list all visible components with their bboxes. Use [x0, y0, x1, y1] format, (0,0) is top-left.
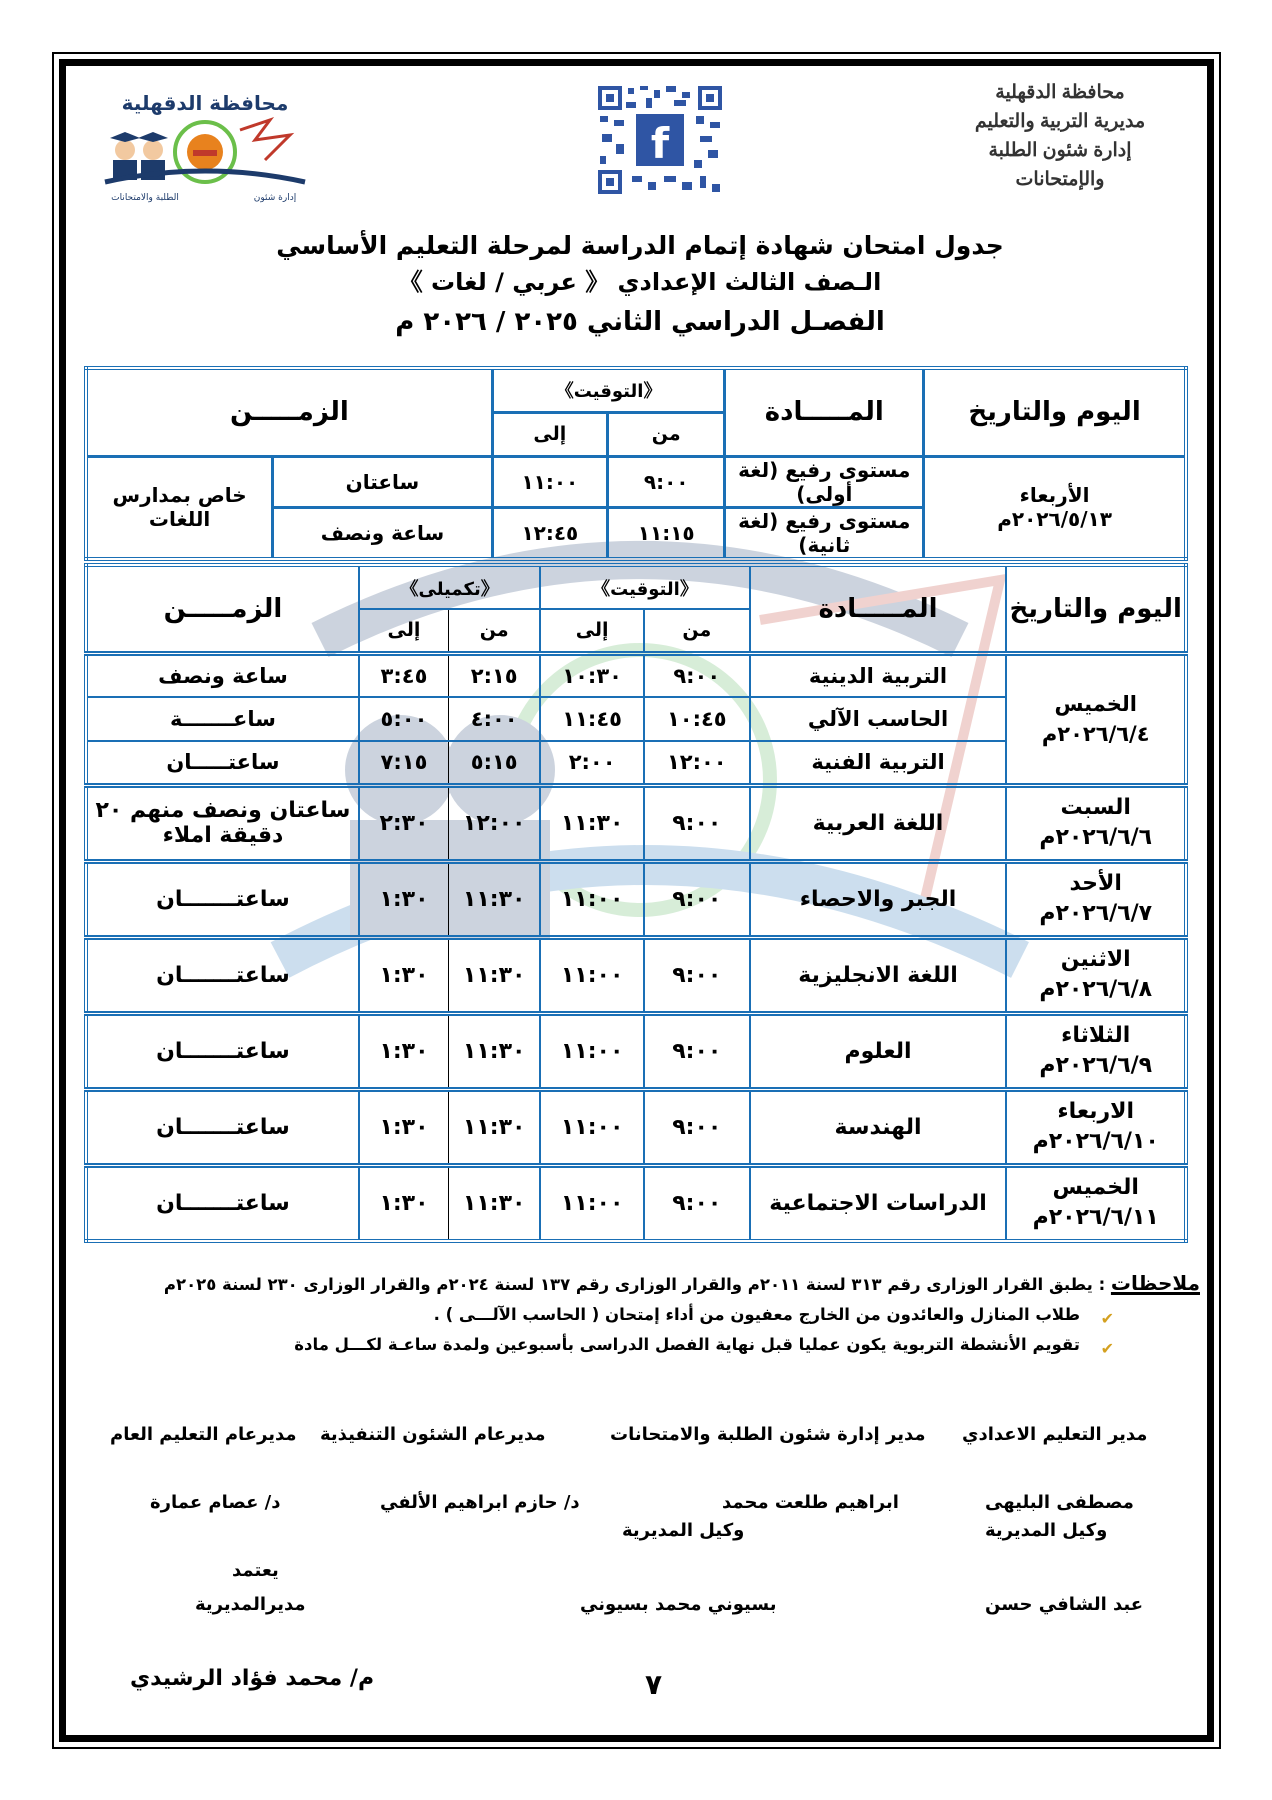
- day-date-cell: [1006, 1165, 1186, 1241]
- supplementary-to-time: ١:٣٠: [359, 1165, 449, 1241]
- to-time: ١١:٠٠: [540, 937, 644, 1013]
- to-time: ١١:٠٠: [540, 1165, 644, 1241]
- supplementary-from-time: ٤:٠٠: [449, 697, 541, 741]
- to-time: ١٠:٣٠: [540, 653, 644, 697]
- duration-cell: ساعـــــــة: [86, 697, 359, 741]
- day-name: الأربعاء: [1019, 483, 1090, 507]
- supplementary-to-time: ٧:١٥: [359, 741, 449, 785]
- day-name: السبت: [1060, 795, 1131, 820]
- duration-cell: ساعتان: [273, 456, 493, 507]
- day-date-cell: [924, 456, 1186, 559]
- to-time: ١١:٠٠: [540, 861, 644, 937]
- subject-cell: مستوى رفيع (لغة ثانية): [725, 507, 924, 559]
- header-day-date: اليوم والتاريخ: [924, 368, 1186, 456]
- note-item: [120, 1300, 1120, 1330]
- supplementary-from-time: ٢:١٥: [449, 653, 541, 697]
- preparer-name: م/ محمد فؤاد الرشيدي: [130, 1666, 375, 1691]
- note-text: تقويم الأنشطة التربوية يكون عمليا قبل نهاية الفصل الدراسى بأسبوعين ولمدة ساعـة لكـــل مادة: [294, 1335, 1080, 1354]
- directorate-logo: [95, 80, 315, 210]
- day-date-cell: [1006, 1013, 1186, 1089]
- note-item: [120, 1330, 1120, 1360]
- header-line-governorate: محافظة الدقهلية: [995, 82, 1125, 103]
- sig-name-1: مصطفى البليهى: [985, 1492, 1134, 1513]
- supplementary-from-time: ١١:٣٠: [449, 937, 541, 1013]
- from-time: ٩:٠٠: [644, 1089, 750, 1165]
- subject-cell: اللغة الانجليزية: [750, 937, 1007, 1013]
- main-exam-schedule-table: [84, 563, 1188, 1243]
- day-date-cell: [1006, 937, 1186, 1013]
- supplementary-to-time: ١:٣٠: [359, 1089, 449, 1165]
- sig-name-2: ابراهيم طلعت محمد: [722, 1492, 899, 1513]
- supplementary-to-time: ٥:٠٠: [359, 697, 449, 741]
- header-timing: 《التوقيت》: [540, 565, 749, 609]
- header-from: من: [644, 609, 750, 653]
- sig-deputy-2: وكيل المديرية: [622, 1520, 745, 1541]
- duration-cell: ساعتـــــــان: [86, 1089, 359, 1165]
- exam-date: ٢٠٢٦/٦/١١م: [1032, 1205, 1159, 1231]
- notes-decrees-text: : يطبق القرار الوزارى رقم ٣١٣ لسنة ٢٠١١م والقرار الوزارى رقم ١٣٧ لسنة ٢٠٢٤م والقرار الوزارى ٢٣٠ لسنة ٢٠٢٥م: [163, 1275, 1111, 1294]
- supplementary-to-time: ٣:٤٥: [359, 653, 449, 697]
- day-name: الاثنين: [1060, 947, 1131, 972]
- day-date-cell: [1006, 785, 1186, 861]
- from-time: ١٢:٠٠: [644, 741, 750, 785]
- exam-date: ٢٠٢٦/٦/٦م: [1039, 825, 1153, 850]
- exam-date: ٢٠٢٦/٦/٧م: [1039, 901, 1153, 926]
- table-row: [86, 653, 1186, 697]
- table-row: [86, 785, 1186, 861]
- exam-date: ٢٠٢٦/٥/١٣م: [997, 507, 1112, 531]
- from-time: ٩:٠٠: [644, 861, 750, 937]
- sig-title-general-education: مديرعام التعليم العام: [110, 1424, 297, 1445]
- sig-name-3: د/ حازم ابراهيم الألفي: [380, 1492, 580, 1513]
- supplementary-to-time: ١:٣٠: [359, 861, 449, 937]
- notes-section: [120, 1268, 1200, 1360]
- subject-cell: الدراسات الاجتماعية: [750, 1165, 1007, 1241]
- header-day-date: اليوم والتاريخ: [1006, 565, 1186, 653]
- title-line-3: الفصـل الدراسي الثاني ٢٠٢٥ / ٢٠٢٦ م: [395, 307, 885, 337]
- subject-cell: الجبر والاحصاء: [750, 861, 1007, 937]
- duration-cell: ساعة ونصف: [273, 507, 493, 559]
- sig-name-mid: بسيوني محمد بسيوني: [580, 1594, 777, 1615]
- document-title: [200, 228, 1080, 342]
- day-name: الخميس: [1054, 692, 1137, 716]
- to-time: ١١:٠٠: [540, 1013, 644, 1089]
- supplementary-to-time: ١:٣٠: [359, 937, 449, 1013]
- duration-cell: ساعتـــــــان: [86, 861, 359, 937]
- table-row: [86, 456, 1186, 507]
- exam-date: ٢٠٢٦/٦/١٠م: [1032, 1129, 1159, 1154]
- from-time: ٩:٠٠: [607, 456, 724, 507]
- supplementary-from-time: ١١:٣٠: [449, 1165, 541, 1241]
- from-time: ٩:٠٠: [644, 1165, 750, 1241]
- supplementary-from-time: ١١:٣٠: [449, 861, 541, 937]
- sig-name-left: عبد الشافي حسن: [985, 1594, 1144, 1615]
- from-time: ١١:١٥: [607, 507, 724, 559]
- duration-cell: ساعتـــــــان: [86, 1165, 359, 1241]
- header-duration: الزمـــــن: [86, 368, 492, 456]
- header-duration: الزمـــــن: [86, 565, 359, 653]
- day-date-cell: [1006, 861, 1186, 937]
- sig-title-executive-affairs: مديرعام الشئون التنفيذية: [320, 1424, 546, 1445]
- sig-name-4: د/ عصام عمارة: [150, 1492, 281, 1513]
- duration-cell: ساعتـــــــان: [86, 937, 359, 1013]
- subject-cell: الحاسب الآلي: [750, 697, 1007, 741]
- day-name: الخميس: [1052, 1175, 1139, 1201]
- day-name: الاربعاء: [1057, 1099, 1135, 1124]
- supplementary-from-time: ٥:١٥: [449, 741, 541, 785]
- duration-cell: ساعتـــــان: [86, 741, 359, 785]
- header-supplementary: 《تكميلى》: [359, 565, 540, 609]
- sig-deputy-1: وكيل المديرية: [985, 1520, 1108, 1541]
- sig-title-students-affairs: مدير إدارة شئون الطلبة والامتحانات: [610, 1424, 926, 1445]
- svg-text:محافظة الدقهلية: محافظة الدقهلية: [121, 91, 289, 115]
- supplementary-from-time: ١١:٣٠: [449, 1013, 541, 1089]
- day-date-cell: [1006, 1089, 1186, 1165]
- table-row: [86, 861, 1186, 937]
- to-time: ١١:٤٥: [540, 697, 644, 741]
- supplementary-from-time: ١٢:٠٠: [449, 785, 541, 861]
- to-time: ١١:٣٠: [540, 785, 644, 861]
- header-sup-from: من: [449, 609, 541, 653]
- subject-cell: اللغة العربية: [750, 785, 1007, 861]
- to-time: ١١:٠٠: [492, 456, 607, 507]
- subject-cell: التربية الدينية: [750, 653, 1007, 697]
- checkmark-icon: ✔: [1100, 1339, 1114, 1358]
- header-subject: المـــــادة: [750, 565, 1007, 653]
- from-time: ٩:٠٠: [644, 937, 750, 1013]
- notes-line-decrees: [120, 1268, 1200, 1300]
- language-schools-exam-table: [84, 366, 1188, 561]
- table-row: [86, 937, 1186, 1013]
- duration-cell: ساعتـــــــان: [86, 1013, 359, 1089]
- table-row: [86, 1165, 1186, 1241]
- from-time: ١٠:٤٥: [644, 697, 750, 741]
- subject-cell: العلوم: [750, 1013, 1007, 1089]
- language-schools-note: خاص بمدارس اللغات: [86, 456, 273, 559]
- header-to: إلى: [492, 412, 607, 456]
- notes-label: ملاحظات: [1110, 1271, 1200, 1295]
- exam-date: ٢٠٢٦/٦/٩م: [1039, 1053, 1153, 1078]
- header-timing: 《التوقيت》: [492, 368, 725, 412]
- supplementary-from-time: ١١:٣٠: [449, 1089, 541, 1165]
- to-time: ١١:٠٠: [540, 1089, 644, 1165]
- facebook-qr-icon: [596, 84, 724, 196]
- day-name: الثلاثاء: [1061, 1023, 1131, 1048]
- header-subject: المـــــادة: [725, 368, 924, 456]
- sig-director-title: مديرالمديرية: [195, 1594, 306, 1615]
- day-name: الأحد: [1069, 871, 1122, 896]
- to-time: ١٢:٤٥: [492, 507, 607, 559]
- page-number: ٧: [645, 1668, 663, 1701]
- note-text: طلاب المنازل والعائدون من الخارج معفيون من أداء إمتحان ( الحاسب الآلـــى ) .: [433, 1305, 1080, 1324]
- header-line-department: إدارة شئون الطلبة والإمتحانات: [988, 140, 1132, 190]
- sig-approve: يعتمد: [232, 1560, 279, 1581]
- subject-cell: التربية الفنية: [750, 741, 1007, 785]
- supplementary-to-time: ٢:٣٠: [359, 785, 449, 861]
- svg-text:f: f: [650, 119, 670, 168]
- duration-cell: ساعتان ونصف منهم ٢٠ دقيقة املاء: [86, 785, 359, 861]
- table-row: [86, 1089, 1186, 1165]
- day-date-cell: [1006, 653, 1186, 785]
- subject-cell: مستوى رفيع (لغة أولى): [725, 456, 924, 507]
- title-line-1: جدول امتحان شهادة إتمام الدراسة لمرحلة التعليم الأساسي: [276, 231, 1004, 260]
- from-time: ٩:٠٠: [644, 653, 750, 697]
- sig-title-prep-education: مدير التعليم الاعدادي: [962, 1424, 1148, 1445]
- from-time: ٩:٠٠: [644, 785, 750, 861]
- header-authority: [945, 78, 1175, 194]
- svg-text:الطلبة والامتحانات: الطلبة والامتحانات: [111, 193, 179, 203]
- supplementary-to-time: ١:٣٠: [359, 1013, 449, 1089]
- svg-text:إدارة شئون: إدارة شئون: [253, 193, 297, 203]
- header-sup-to: إلى: [359, 609, 449, 653]
- from-time: ٩:٠٠: [644, 1013, 750, 1089]
- exam-date: ٢٠٢٦/٦/٤م: [1041, 722, 1150, 746]
- title-line-2: الـصف الثالث الإعدادي 《 عربي / لغات 》: [398, 268, 882, 296]
- exam-date: ٢٠٢٦/٦/٨م: [1039, 977, 1153, 1002]
- duration-cell: ساعة ونصف: [86, 653, 359, 697]
- header-to: إلى: [540, 609, 644, 653]
- checkmark-icon: ✔: [1100, 1309, 1114, 1328]
- subject-cell: الهندسة: [750, 1089, 1007, 1165]
- to-time: ٢:٠٠: [540, 741, 644, 785]
- table-row: [86, 1013, 1186, 1089]
- header-from: من: [607, 412, 724, 456]
- header-line-directorate: مديرية التربية والتعليم: [974, 111, 1146, 132]
